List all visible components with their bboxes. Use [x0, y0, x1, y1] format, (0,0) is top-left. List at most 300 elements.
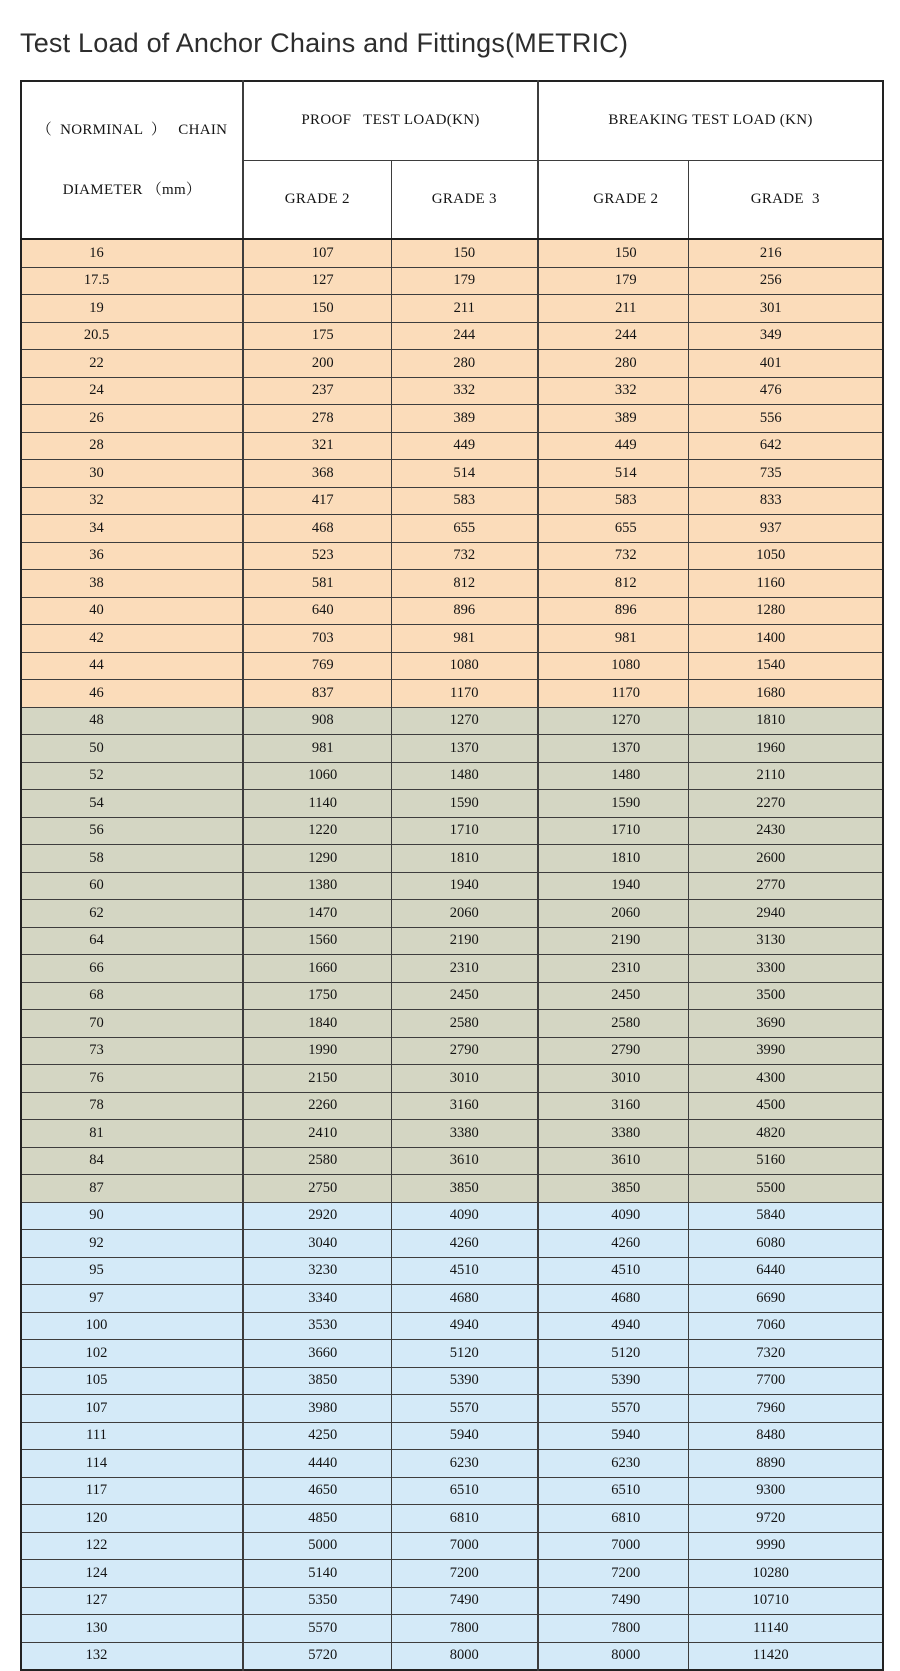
diameter-cell: 58 — [21, 845, 243, 873]
value-cell: 769 — [243, 652, 391, 680]
diameter-cell: 64 — [21, 927, 243, 955]
value-cell: 7490 — [538, 1587, 688, 1615]
value-cell: 349 — [688, 322, 883, 350]
table-row — [21, 762, 883, 790]
table-row — [21, 515, 883, 543]
value-cell: 981 — [538, 625, 688, 653]
value-cell: 981 — [391, 625, 538, 653]
value-cell: 2790 — [538, 1037, 688, 1065]
value-cell: 7490 — [391, 1587, 538, 1615]
value-cell: 2580 — [391, 1010, 538, 1038]
value-cell: 1380 — [243, 872, 391, 900]
value-cell: 175 — [243, 322, 391, 350]
value-cell: 1470 — [243, 900, 391, 928]
value-cell: 150 — [243, 295, 391, 323]
value-cell: 179 — [538, 267, 688, 295]
value-cell: 2060 — [538, 900, 688, 928]
value-cell: 837 — [243, 680, 391, 708]
value-cell: 7700 — [688, 1367, 883, 1395]
value-cell: 1050 — [688, 542, 883, 570]
value-cell: 332 — [391, 377, 538, 405]
value-cell: 5570 — [243, 1615, 391, 1643]
value-cell: 211 — [538, 295, 688, 323]
value-cell: 3980 — [243, 1395, 391, 1423]
table-row — [21, 597, 883, 625]
value-cell: 3610 — [538, 1147, 688, 1175]
value-cell: 5570 — [391, 1395, 538, 1423]
column-header-breaking-grade2: GRADE 2 — [538, 160, 688, 239]
value-cell: 1810 — [391, 845, 538, 873]
table-row — [21, 542, 883, 570]
value-cell: 321 — [243, 432, 391, 460]
value-cell: 3160 — [538, 1092, 688, 1120]
value-cell: 1590 — [538, 790, 688, 818]
value-cell: 3990 — [688, 1037, 883, 1065]
table-row — [21, 350, 883, 378]
value-cell: 812 — [538, 570, 688, 598]
diameter-cell: 20.5 — [21, 322, 243, 350]
table-row — [21, 735, 883, 763]
value-cell: 735 — [688, 460, 883, 488]
value-cell: 3010 — [391, 1065, 538, 1093]
value-cell: 2450 — [538, 982, 688, 1010]
value-cell: 1940 — [538, 872, 688, 900]
diameter-cell: 70 — [21, 1010, 243, 1038]
value-cell: 200 — [243, 350, 391, 378]
value-cell: 150 — [391, 239, 538, 267]
value-cell: 514 — [391, 460, 538, 488]
value-cell: 389 — [391, 405, 538, 433]
table-row — [21, 1422, 883, 1450]
value-cell: 278 — [243, 405, 391, 433]
value-cell: 4680 — [538, 1285, 688, 1313]
column-header-diameter — [21, 81, 243, 239]
value-cell: 2260 — [243, 1092, 391, 1120]
value-cell: 7800 — [538, 1615, 688, 1643]
value-cell: 4510 — [391, 1257, 538, 1285]
table-row — [21, 845, 883, 873]
table-row — [21, 982, 883, 1010]
diameter-cell: 124 — [21, 1560, 243, 1588]
diameter-header-line2: DIAMETER （mm） — [62, 182, 202, 198]
value-cell: 8000 — [391, 1642, 538, 1670]
value-cell: 2600 — [688, 845, 883, 873]
value-cell: 280 — [538, 350, 688, 378]
value-cell: 4090 — [391, 1202, 538, 1230]
table-row — [21, 872, 883, 900]
diameter-cell: 78 — [21, 1092, 243, 1120]
table-row — [21, 1202, 883, 1230]
value-cell: 7000 — [391, 1532, 538, 1560]
value-cell: 1960 — [688, 735, 883, 763]
value-cell: 896 — [391, 597, 538, 625]
diameter-cell: 107 — [21, 1395, 243, 1423]
value-cell: 1710 — [538, 817, 688, 845]
value-cell: 449 — [391, 432, 538, 460]
value-cell: 8480 — [688, 1422, 883, 1450]
diameter-cell: 24 — [21, 377, 243, 405]
diameter-cell: 66 — [21, 955, 243, 983]
header-row-titles — [21, 81, 883, 160]
table-row — [21, 267, 883, 295]
value-cell: 2110 — [688, 762, 883, 790]
value-cell: 1810 — [538, 845, 688, 873]
diameter-cell: 32 — [21, 487, 243, 515]
value-cell: 2770 — [688, 872, 883, 900]
value-cell: 237 — [243, 377, 391, 405]
value-cell: 1060 — [243, 762, 391, 790]
value-cell: 1590 — [391, 790, 538, 818]
value-cell: 2060 — [391, 900, 538, 928]
diameter-cell: 90 — [21, 1202, 243, 1230]
table-row — [21, 1367, 883, 1395]
value-cell: 5390 — [538, 1367, 688, 1395]
table-row — [21, 817, 883, 845]
diameter-cell: 60 — [21, 872, 243, 900]
value-cell: 10710 — [688, 1587, 883, 1615]
table-header — [21, 81, 883, 239]
value-cell: 1080 — [538, 652, 688, 680]
value-cell: 3340 — [243, 1285, 391, 1313]
diameter-cell: 19 — [21, 295, 243, 323]
table-row — [21, 1037, 883, 1065]
diameter-cell: 97 — [21, 1285, 243, 1313]
table-row — [21, 1560, 883, 1588]
value-cell: 3530 — [243, 1312, 391, 1340]
table-row — [21, 955, 883, 983]
value-cell: 127 — [243, 267, 391, 295]
diameter-cell: 34 — [21, 515, 243, 543]
value-cell: 10280 — [688, 1560, 883, 1588]
value-cell: 5570 — [538, 1395, 688, 1423]
value-cell: 107 — [243, 239, 391, 267]
value-cell: 3850 — [538, 1175, 688, 1203]
value-cell: 449 — [538, 432, 688, 460]
diameter-cell: 117 — [21, 1477, 243, 1505]
column-header-breaking-test-load: BREAKING TEST LOAD (KN) — [538, 81, 883, 160]
value-cell: 583 — [538, 487, 688, 515]
diameter-cell: 87 — [21, 1175, 243, 1203]
value-cell: 5350 — [243, 1587, 391, 1615]
value-cell: 2790 — [391, 1037, 538, 1065]
table-row — [21, 239, 883, 267]
table-row — [21, 680, 883, 708]
value-cell: 556 — [688, 405, 883, 433]
value-cell: 4510 — [538, 1257, 688, 1285]
diameter-cell: 84 — [21, 1147, 243, 1175]
value-cell: 7200 — [391, 1560, 538, 1588]
table-row — [21, 432, 883, 460]
value-cell: 4680 — [391, 1285, 538, 1313]
value-cell: 6810 — [391, 1505, 538, 1533]
table-row — [21, 1395, 883, 1423]
value-cell: 3850 — [243, 1367, 391, 1395]
diameter-cell: 16 — [21, 239, 243, 267]
value-cell: 3610 — [391, 1147, 538, 1175]
column-header-proof-grade3: GRADE 3 — [391, 160, 538, 239]
value-cell: 2270 — [688, 790, 883, 818]
value-cell: 244 — [391, 322, 538, 350]
table-row — [21, 460, 883, 488]
value-cell: 2580 — [243, 1147, 391, 1175]
diameter-cell: 105 — [21, 1367, 243, 1395]
value-cell: 301 — [688, 295, 883, 323]
value-cell: 7320 — [688, 1340, 883, 1368]
value-cell: 389 — [538, 405, 688, 433]
value-cell: 1400 — [688, 625, 883, 653]
value-cell: 1370 — [391, 735, 538, 763]
table-row — [21, 1010, 883, 1038]
value-cell: 3660 — [243, 1340, 391, 1368]
value-cell: 1660 — [243, 955, 391, 983]
value-cell: 9720 — [688, 1505, 883, 1533]
value-cell: 5120 — [538, 1340, 688, 1368]
column-header-proof-test-load: PROOF TEST LOAD(KN) — [243, 81, 538, 160]
value-cell: 640 — [243, 597, 391, 625]
page-title: Test Load of Anchor Chains and Fittings(METRIC) — [20, 28, 629, 58]
value-cell: 244 — [538, 322, 688, 350]
value-cell: 655 — [391, 515, 538, 543]
value-cell: 4650 — [243, 1477, 391, 1505]
value-cell: 1840 — [243, 1010, 391, 1038]
value-cell: 8000 — [538, 1642, 688, 1670]
diameter-cell: 56 — [21, 817, 243, 845]
value-cell: 2940 — [688, 900, 883, 928]
value-cell: 1270 — [391, 707, 538, 735]
diameter-cell: 114 — [21, 1450, 243, 1478]
value-cell: 476 — [688, 377, 883, 405]
value-cell: 7960 — [688, 1395, 883, 1423]
value-cell: 11140 — [688, 1615, 883, 1643]
table-row — [21, 652, 883, 680]
value-cell: 4300 — [688, 1065, 883, 1093]
value-cell: 1140 — [243, 790, 391, 818]
value-cell: 1560 — [243, 927, 391, 955]
value-cell: 5840 — [688, 1202, 883, 1230]
value-cell: 642 — [688, 432, 883, 460]
value-cell: 1220 — [243, 817, 391, 845]
value-cell: 6230 — [391, 1450, 538, 1478]
value-cell: 1170 — [538, 680, 688, 708]
value-cell: 401 — [688, 350, 883, 378]
table-row — [21, 1642, 883, 1670]
diameter-cell: 30 — [21, 460, 243, 488]
value-cell: 4440 — [243, 1450, 391, 1478]
table-row — [21, 1092, 883, 1120]
diameter-cell: 17.5 — [21, 267, 243, 295]
value-cell: 583 — [391, 487, 538, 515]
table-row — [21, 1450, 883, 1478]
column-header-proof-grade2: GRADE 2 — [243, 160, 391, 239]
value-cell: 4250 — [243, 1422, 391, 1450]
value-cell: 3160 — [391, 1092, 538, 1120]
table-row — [21, 1120, 883, 1148]
value-cell: 5120 — [391, 1340, 538, 1368]
table-row — [21, 322, 883, 350]
value-cell: 2310 — [538, 955, 688, 983]
value-cell: 1940 — [391, 872, 538, 900]
value-cell: 3040 — [243, 1230, 391, 1258]
table-row — [21, 1477, 883, 1505]
value-cell: 523 — [243, 542, 391, 570]
value-cell: 1710 — [391, 817, 538, 845]
table-row — [21, 1285, 883, 1313]
value-cell: 211 — [391, 295, 538, 323]
diameter-cell: 92 — [21, 1230, 243, 1258]
table-row — [21, 487, 883, 515]
value-cell: 2190 — [391, 927, 538, 955]
table-row — [21, 1257, 883, 1285]
diameter-cell: 76 — [21, 1065, 243, 1093]
value-cell: 9300 — [688, 1477, 883, 1505]
table-row — [21, 1312, 883, 1340]
value-cell: 655 — [538, 515, 688, 543]
value-cell: 11420 — [688, 1642, 883, 1670]
diameter-cell: 132 — [21, 1642, 243, 1670]
test-load-table — [20, 80, 884, 1671]
value-cell: 581 — [243, 570, 391, 598]
value-cell: 2410 — [243, 1120, 391, 1148]
column-header-breaking-grade3: GRADE 3 — [688, 160, 883, 239]
diameter-cell: 22 — [21, 350, 243, 378]
value-cell: 1160 — [688, 570, 883, 598]
value-cell: 280 — [391, 350, 538, 378]
diameter-cell: 95 — [21, 1257, 243, 1285]
value-cell: 8890 — [688, 1450, 883, 1478]
value-cell: 332 — [538, 377, 688, 405]
diameter-cell: 44 — [21, 652, 243, 680]
value-cell: 3380 — [391, 1120, 538, 1148]
value-cell: 256 — [688, 267, 883, 295]
value-cell: 9990 — [688, 1532, 883, 1560]
table-row — [21, 625, 883, 653]
table-row — [21, 405, 883, 433]
value-cell: 5500 — [688, 1175, 883, 1203]
diameter-cell: 36 — [21, 542, 243, 570]
value-cell: 6510 — [391, 1477, 538, 1505]
value-cell: 5160 — [688, 1147, 883, 1175]
value-cell: 896 — [538, 597, 688, 625]
value-cell: 6690 — [688, 1285, 883, 1313]
diameter-cell: 81 — [21, 1120, 243, 1148]
diameter-cell: 111 — [21, 1422, 243, 1450]
value-cell: 3500 — [688, 982, 883, 1010]
value-cell: 1480 — [391, 762, 538, 790]
value-cell: 2190 — [538, 927, 688, 955]
value-cell: 2580 — [538, 1010, 688, 1038]
table-row — [21, 1340, 883, 1368]
value-cell: 5140 — [243, 1560, 391, 1588]
value-cell: 3010 — [538, 1065, 688, 1093]
value-cell: 4940 — [538, 1312, 688, 1340]
value-cell: 3380 — [538, 1120, 688, 1148]
diameter-cell: 54 — [21, 790, 243, 818]
value-cell: 468 — [243, 515, 391, 543]
value-cell: 703 — [243, 625, 391, 653]
value-cell: 1750 — [243, 982, 391, 1010]
value-cell: 2430 — [688, 817, 883, 845]
table-row — [21, 1230, 883, 1258]
value-cell: 1680 — [688, 680, 883, 708]
value-cell: 7800 — [391, 1615, 538, 1643]
value-cell: 514 — [538, 460, 688, 488]
value-cell: 3300 — [688, 955, 883, 983]
value-cell: 981 — [243, 735, 391, 763]
value-cell: 2150 — [243, 1065, 391, 1093]
value-cell: 179 — [391, 267, 538, 295]
diameter-cell: 52 — [21, 762, 243, 790]
value-cell: 216 — [688, 239, 883, 267]
value-cell: 3130 — [688, 927, 883, 955]
table-row — [21, 900, 883, 928]
table-row — [21, 1505, 883, 1533]
value-cell: 5940 — [391, 1422, 538, 1450]
value-cell: 3850 — [391, 1175, 538, 1203]
table-row — [21, 295, 883, 323]
diameter-cell: 73 — [21, 1037, 243, 1065]
diameter-cell: 28 — [21, 432, 243, 460]
value-cell: 2450 — [391, 982, 538, 1010]
diameter-header-line1: （ NORMINAL ） CHAIN — [36, 122, 228, 138]
value-cell: 908 — [243, 707, 391, 735]
value-cell: 5720 — [243, 1642, 391, 1670]
table-row — [21, 927, 883, 955]
value-cell: 5940 — [538, 1422, 688, 1450]
value-cell: 1170 — [391, 680, 538, 708]
value-cell: 7000 — [538, 1532, 688, 1560]
value-cell: 2310 — [391, 955, 538, 983]
value-cell: 4850 — [243, 1505, 391, 1533]
value-cell: 1080 — [391, 652, 538, 680]
value-cell: 6510 — [538, 1477, 688, 1505]
table-row — [21, 1615, 883, 1643]
value-cell: 6810 — [538, 1505, 688, 1533]
table-row — [21, 1065, 883, 1093]
table-row — [21, 1175, 883, 1203]
value-cell: 4260 — [538, 1230, 688, 1258]
value-cell: 1990 — [243, 1037, 391, 1065]
table-row — [21, 707, 883, 735]
table-row — [21, 1532, 883, 1560]
value-cell: 732 — [538, 542, 688, 570]
table-row — [21, 570, 883, 598]
diameter-cell: 127 — [21, 1587, 243, 1615]
table-row — [21, 377, 883, 405]
diameter-cell: 130 — [21, 1615, 243, 1643]
value-cell: 6440 — [688, 1257, 883, 1285]
diameter-cell: 38 — [21, 570, 243, 598]
value-cell: 6230 — [538, 1450, 688, 1478]
value-cell: 3230 — [243, 1257, 391, 1285]
diameter-cell: 50 — [21, 735, 243, 763]
diameter-cell: 62 — [21, 900, 243, 928]
value-cell: 7060 — [688, 1312, 883, 1340]
value-cell: 7200 — [538, 1560, 688, 1588]
value-cell: 1810 — [688, 707, 883, 735]
diameter-cell: 68 — [21, 982, 243, 1010]
value-cell: 150 — [538, 239, 688, 267]
value-cell: 812 — [391, 570, 538, 598]
diameter-cell: 46 — [21, 680, 243, 708]
value-cell: 2750 — [243, 1175, 391, 1203]
value-cell: 1370 — [538, 735, 688, 763]
diameter-cell: 120 — [21, 1505, 243, 1533]
value-cell: 4940 — [391, 1312, 538, 1340]
diameter-cell: 26 — [21, 405, 243, 433]
value-cell: 1480 — [538, 762, 688, 790]
table-row — [21, 1147, 883, 1175]
value-cell: 1540 — [688, 652, 883, 680]
